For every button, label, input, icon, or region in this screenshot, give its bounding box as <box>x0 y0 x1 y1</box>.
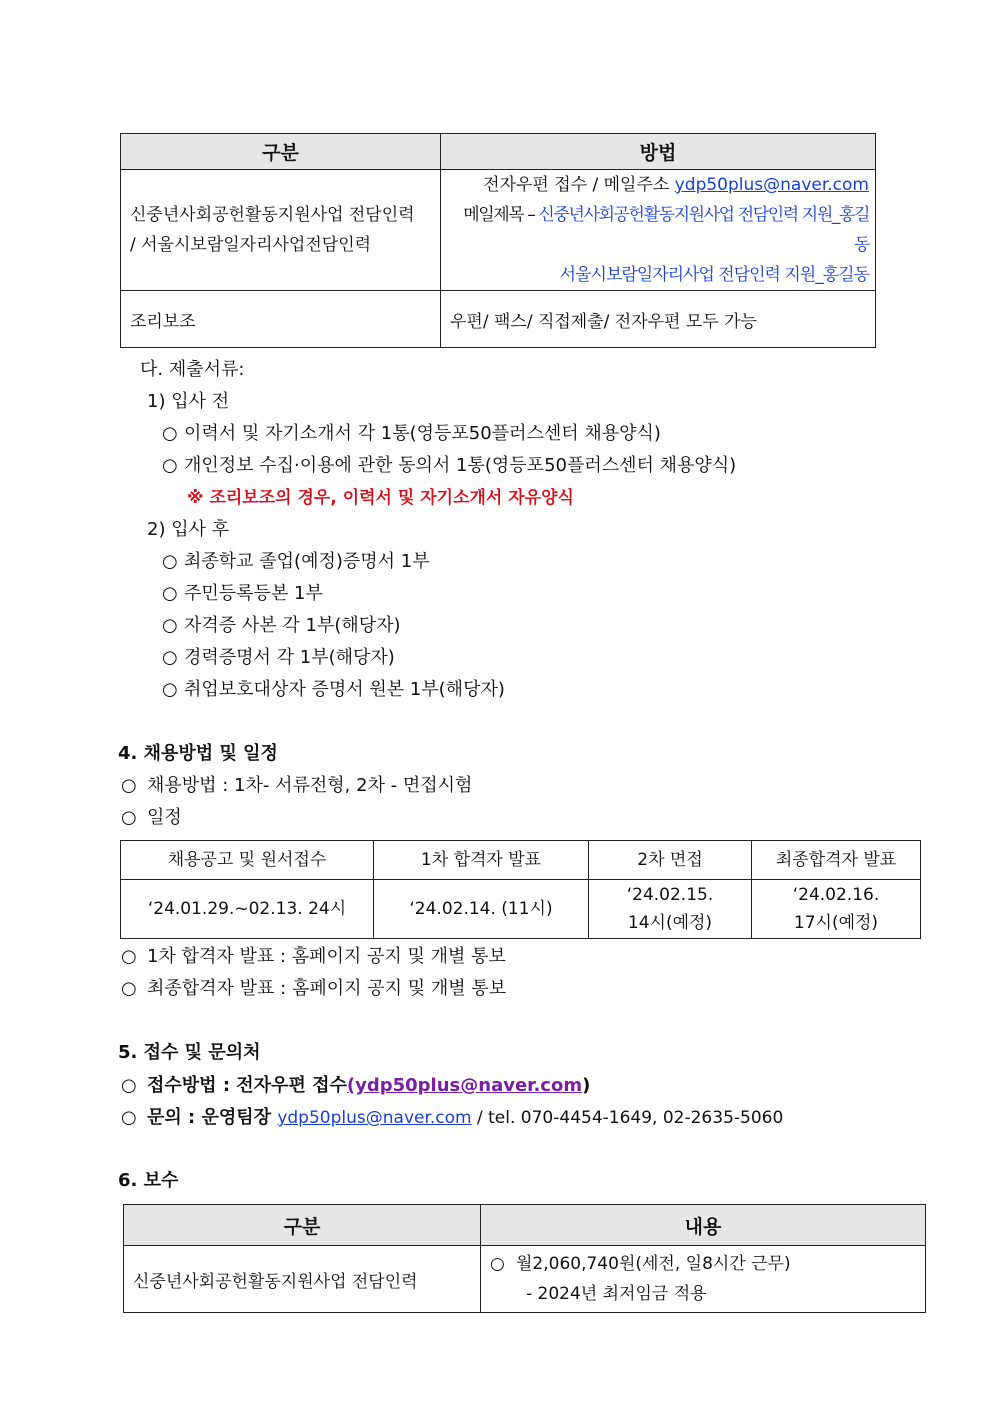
subject-text: 신중년사회공헌활동지원사업 전담인력 지원_홍길동 <box>538 205 869 255</box>
category-line: / 서울시보람일자리사업전담인력 <box>130 235 372 255</box>
table-header: 1차 합격자 발표 <box>374 841 589 880</box>
table-cell-category: 조리보조 <box>121 291 441 348</box>
table-header: 2차 면접 <box>589 841 752 880</box>
pay-note: - 2024년 최저임금 적용 <box>526 1284 707 1304</box>
table-cell-method: 우편/ 팩스/ 직접제출/ 전자우편 모두 가능 <box>441 291 876 348</box>
table-header-content: 내용 <box>481 1205 926 1246</box>
table-cell-category: 신중년사회공헌활동지원사업 전담인력 <box>124 1246 481 1313</box>
email-link[interactable]: ydp50plus@naver.com <box>355 1075 583 1096</box>
list-item: ○ 자격증 사본 각 1부(해당자) <box>162 615 401 636</box>
bullet-icon: ○ <box>121 978 137 999</box>
bullet-icon: ○ <box>162 423 178 444</box>
section-title: 6. 보수 <box>118 1170 179 1191</box>
subject-label: 메일제목 – <box>463 205 539 225</box>
email-link[interactable]: ydp50plus@naver.com <box>674 175 869 195</box>
bullet-icon: ○ <box>121 1107 137 1128</box>
table-cell: ‘24.02.14. (11시) <box>374 880 589 939</box>
email-link[interactable]: ydp50plus@naver.com <box>277 1108 472 1128</box>
bullet-icon: ○ <box>121 1075 137 1096</box>
table-cell: ‘24.02.16. 17시(예정) <box>752 880 921 939</box>
list-item: ○ 취업보호대상자 증명서 원본 1부(해당자) <box>162 679 505 700</box>
section-title: 4. 채용방법 및 일정 <box>118 743 278 764</box>
method-text: 전자우편 접수 / 메일주소 <box>483 175 675 195</box>
table-cell: ‘24.02.15. 14시(예정) <box>589 880 752 939</box>
bullet-icon: ○ <box>162 679 178 700</box>
bullet-icon: ○ <box>162 615 178 636</box>
list-item: ○ 이력서 및 자기소개서 각 1통(영등포50플러스센터 채용양식) <box>162 423 661 444</box>
table-header: 채용공고 및 원서접수 <box>121 841 374 880</box>
docs-before-label: 1) 입사 전 <box>147 391 230 412</box>
section-title: 5. 접수 및 문의처 <box>118 1042 261 1063</box>
schedule-table <box>120 840 921 939</box>
list-item: ○ 최종학교 졸업(예정)증명서 1부 <box>162 551 430 572</box>
table-header-category: 구분 <box>121 134 441 170</box>
pay-text: 월2,060,740원(세전, 일8시간 근무) <box>516 1254 791 1274</box>
list-item: ○ 개인정보 수집·이용에 관한 동의서 1통(영등포50플러스센터 채용양식) <box>162 455 737 476</box>
subject-text: 서울시보람일자리사업 전담인력 지원_홍길동 <box>559 265 869 285</box>
table-cell: ‘24.01.29.~02.13. 24시 <box>121 880 374 939</box>
list-item: ○ 채용방법 : 1차- 서류전형, 2차 - 면접시험 <box>121 775 473 796</box>
list-item: ○ 접수방법 : 전자우편 접수(ydp50plus@naver.com) <box>121 1075 591 1096</box>
table-header-method: 방법 <box>441 134 876 170</box>
bullet-icon: ○ <box>121 775 137 796</box>
list-item: ○ 1차 합격자 발표 : 홈페이지 공지 및 개별 통보 <box>121 946 506 967</box>
docs-title: 다. 제출서류: <box>140 359 245 380</box>
table-cell-category <box>121 170 441 291</box>
bullet-icon: ○ <box>121 807 137 828</box>
bullet-icon: ○ <box>490 1254 505 1274</box>
note-text: ※ 조리보조의 경우, 이력서 및 자기소개서 자유양식 <box>187 488 574 508</box>
bullet-icon: ○ <box>162 455 178 476</box>
list-item: ○ 일정 <box>121 807 182 828</box>
salary-table <box>123 1204 926 1313</box>
bullet-icon: ○ <box>121 946 137 967</box>
bullet-icon: ○ <box>162 647 178 668</box>
category-line: 신중년사회공헌활동지원사업 전담인력 <box>130 205 415 225</box>
list-item: ○ 경력증명서 각 1부(해당자) <box>162 647 395 668</box>
bullet-icon: ○ <box>162 551 178 572</box>
docs-after-label: 2) 입사 후 <box>147 519 230 540</box>
table-cell-method <box>441 170 876 291</box>
list-item: ○ 문의 : 운영팀장 ydp50plus@naver.com / tel. 070-4454-1649, 02-2635-5060 <box>121 1107 784 1128</box>
list-item: ○ 최종합격자 발표 : 홈페이지 공지 및 개별 통보 <box>121 978 507 999</box>
table-header-category: 구분 <box>124 1205 481 1246</box>
bullet-icon: ○ <box>162 583 178 604</box>
table-header: 최종합격자 발표 <box>752 841 921 880</box>
list-item: ○ 주민등록등본 1부 <box>162 583 323 604</box>
submission-method-table <box>120 133 876 348</box>
table-cell-content <box>481 1246 926 1313</box>
